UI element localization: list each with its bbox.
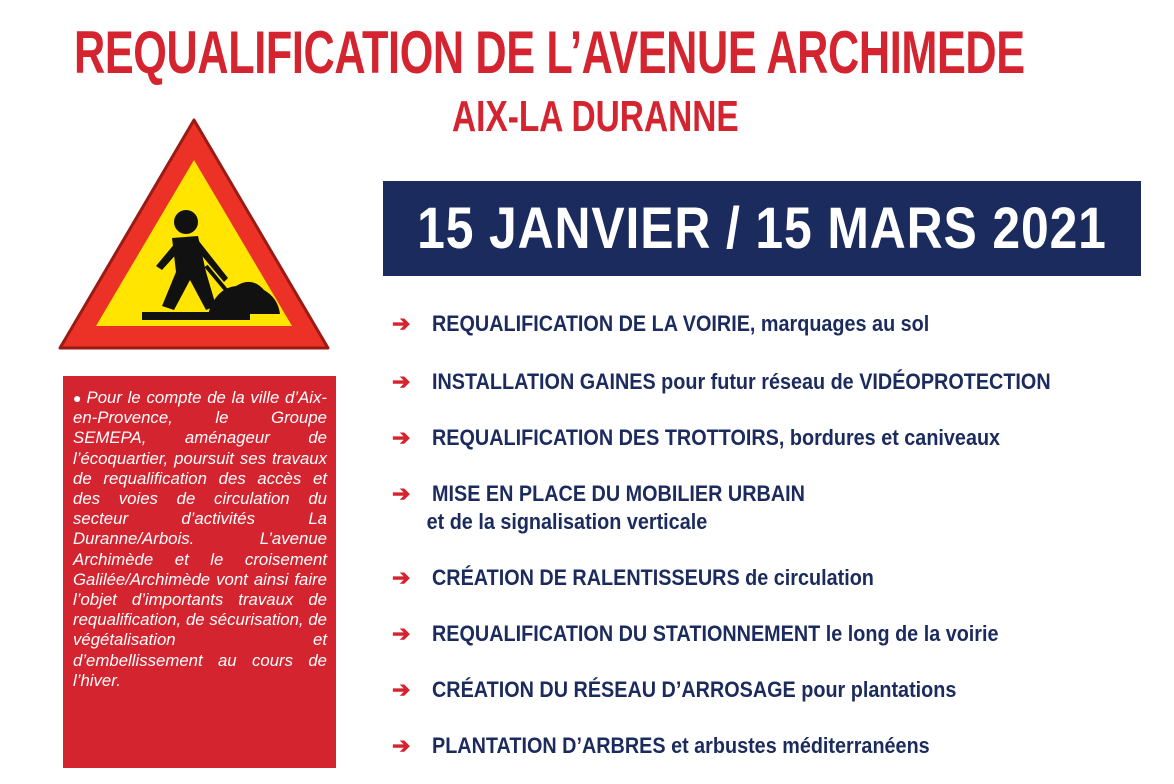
list-item [392, 480, 846, 536]
roadwork-warning-sign-icon [56, 116, 332, 356]
arrow-icon: ➔ [392, 621, 411, 646]
info-text: Pour le compte de la ville d’Aix-en-Provence, le Groupe SEMEPA, aménageur de l’écoquartier, poursuit ses travaux de requalification des accès et des voies de circulation du secteur d’activités La Duranne/Arbois. L’avenue Archimède et le croisement Galilée/Archimède vont ainsi faire l’objet d’importants travaux de requalification, de sécurisation, de végétalisation et d’embellissement au cours de l’hiver. [73, 388, 327, 690]
bullet-icon: ● [73, 390, 83, 406]
item-rest: bordures et caniveaux [784, 425, 1001, 450]
item-strong: PLANTATION D’ARBRES [432, 733, 666, 758]
list-item [392, 424, 1063, 452]
date-range: 15 JANVIER / 15 MARS 2021 [417, 196, 1107, 261]
arrow-icon: ➔ [392, 565, 411, 590]
item-strong: REQUALIFICATION DU STATIONNEMENT [432, 621, 821, 646]
item-strong: MISE EN PLACE DU MOBILIER URBAIN [432, 481, 805, 506]
item-strong: CRÉATION DU RÉSEAU D’ARROSAGE [432, 677, 796, 702]
item-strong: CRÉATION DE RALENTISSEURS [432, 565, 740, 590]
arrow-icon: ➔ [392, 369, 411, 394]
info-box [63, 376, 336, 768]
list-item [392, 368, 1119, 396]
item-rest: le long de la voirie [820, 621, 999, 646]
item-rest: et arbustes méditerranéens [665, 733, 930, 758]
page-subtitle: AIX-LA DURANNE [452, 92, 739, 141]
arrow-icon: ➔ [392, 311, 411, 336]
item-line2: et de la signalisation verticale [426, 509, 708, 534]
list-item [392, 620, 1061, 648]
item-rest: pour plantations [795, 677, 957, 702]
arrow-icon: ➔ [392, 733, 411, 758]
arrow-icon: ➔ [392, 677, 411, 702]
list-item [392, 564, 923, 592]
item-strong: VIDÉOPROTECTION [859, 369, 1051, 394]
arrow-icon: ➔ [392, 481, 411, 506]
item-strong: REQUALIFICATION DE LA VOIRIE, [432, 311, 756, 336]
item-strong: REQUALIFICATION DES TROTTOIRS, [432, 425, 785, 450]
list-item [392, 732, 985, 760]
item-strong: INSTALLATION GAINES [432, 369, 656, 394]
list-item [392, 676, 1015, 704]
item-rest: de circulation [739, 565, 874, 590]
date-banner [383, 181, 1141, 276]
arrow-icon: ➔ [392, 425, 411, 450]
page-title: REQUALIFICATION DE L’AVENUE ARCHIMEDE [74, 19, 1025, 86]
item-rest: marquages au sol [755, 311, 930, 336]
list-item [392, 310, 985, 338]
item-rest: pour futur réseau de [655, 369, 860, 394]
